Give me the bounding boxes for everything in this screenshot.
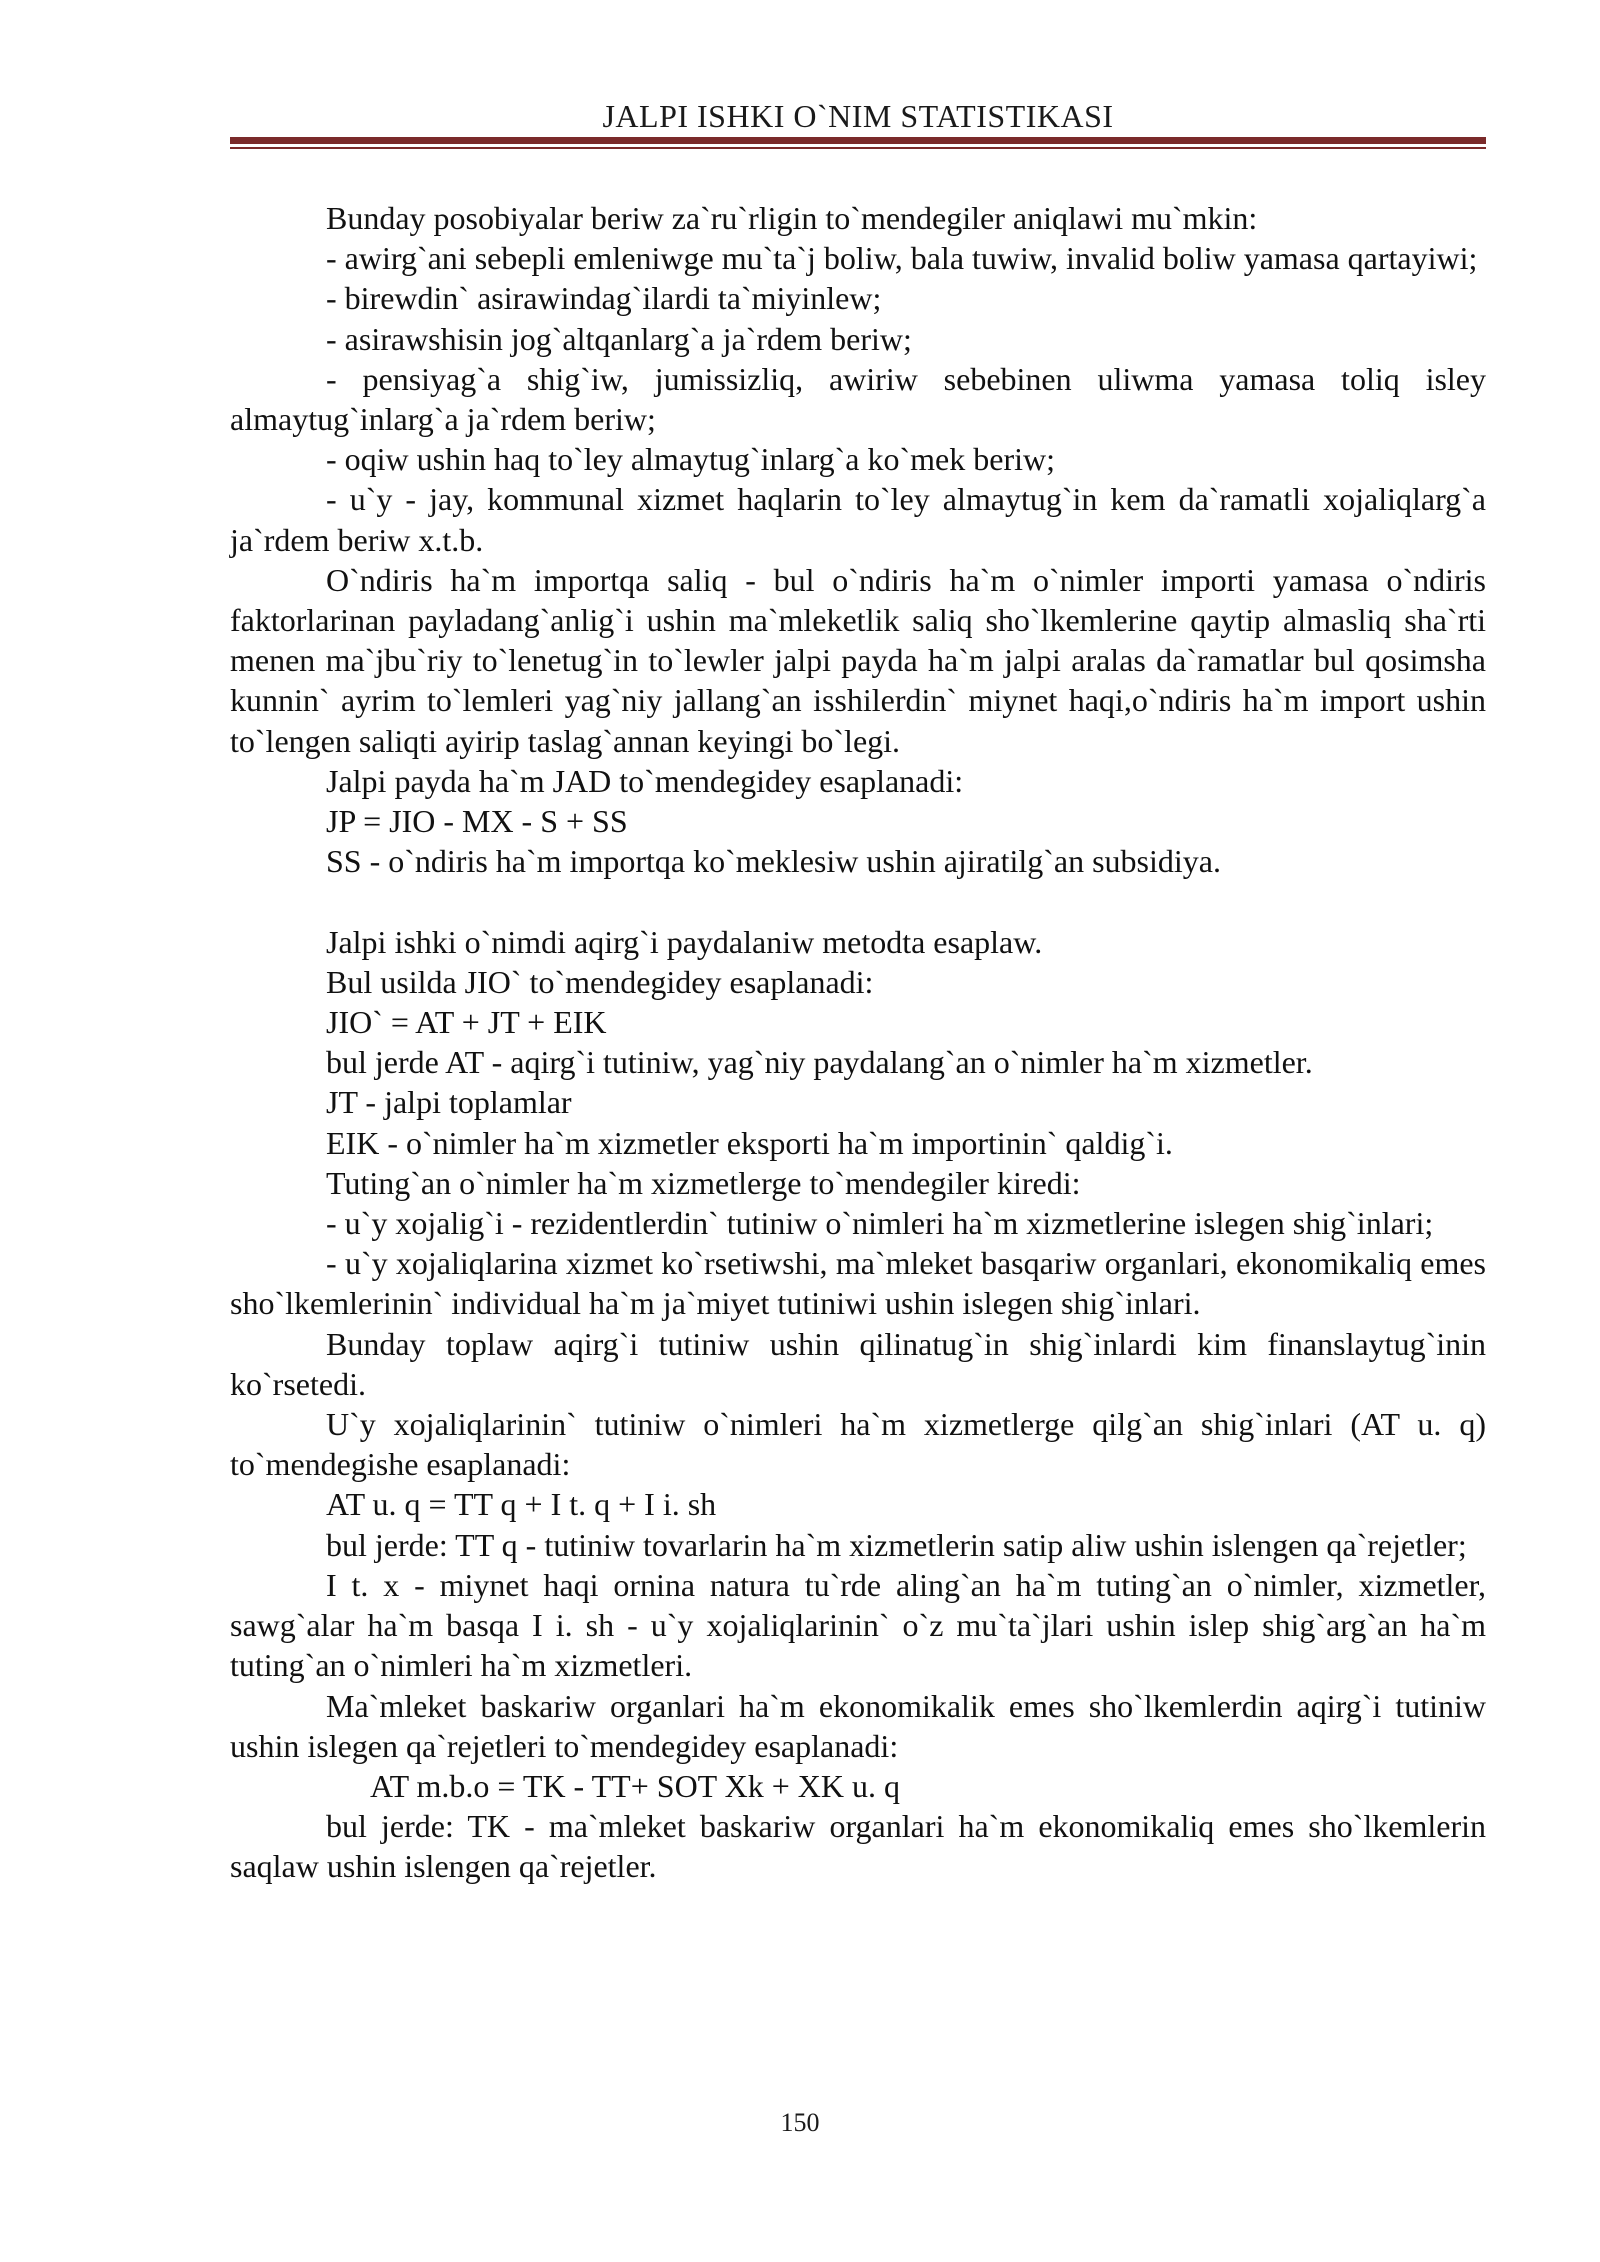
header-rule-thick (230, 137, 1486, 144)
running-header: JALPI ISHKI O`NIM STATISTIKASI (602, 98, 1114, 134)
paragraph: Tuting`an o`nimler ha`m xizmetlerge to`mendegiler kiredi: (326, 1164, 1081, 1201)
paragraph-spacer (230, 881, 1486, 921)
list-item: - asirawshisin jog`altqanlarg`a ja`rdem beriw; (326, 320, 912, 357)
list-item: - u`y xojaliqlarina xizmet ko`rsetiwshi, ma`mleket basqariw organlari, ekonomikaliq emes sho`lkemlerinin` individual ha`m ja`miyet tutiniwi ushin islegen shig`inlari. (230, 1245, 1486, 1322)
paragraph: bul jerde: TK - ma`mleket baskariw organlari ha`m ekonomikaliq emes sho`lkemlerin saqlaw ushin islengen qa`rejetler. (230, 1808, 1486, 1885)
paragraph: U`y xojaliqlarinin` tutiniw o`nimleri ha`m xizmetlerge qilg`an shig`inlari (AT u. q) to`mendegishe esaplanadi: (230, 1406, 1486, 1483)
list-item: - birewdin` asirawindag`ilardi ta`miyinlew; (326, 280, 882, 317)
body-text (230, 198, 1486, 1887)
page-number: 150 (780, 2108, 820, 2137)
paragraph: Ma`mleket baskariw organlari ha`m ekonomikalik emes sho`lkemlerdin aqirg`i tutiniw ushin islegen qa`rejetleri to`mendegidey esaplanadi: (230, 1687, 1486, 1764)
header-rule (230, 137, 1486, 150)
list-item: - pensiyag`a shig`iw, jumissizliq, awiriw sebebinen uliwma yamasa toliq isley almaytug`inlarg`a ja`rdem beriw; (230, 360, 1486, 438)
paragraph: I t. x - miynet haqi ornina natura tu`rde aling`an ha`m tuting`an o`nimler, xizmetler, sawg`alar ha`m basqa I i. sh - u`y xojaliqlarinin` o`z mu`ta`jlari ushin islep shig`arg`an ha`m tuting`an o`nimleri ha`m xizmetleri. (230, 1566, 1486, 1684)
paragraph: Bunday toplaw aqirg`i tutiniw ushin qilinatug`in shig`inlardi kim finanslaytug`inin ko`rsetedi. (230, 1325, 1486, 1402)
formula: JP = JIO - MX - S + SS (326, 803, 628, 840)
paragraph: JT - jalpi toplamlar (326, 1084, 572, 1121)
paragraph: bul jerde: TT q - tutiniw tovarlarin ha`m xizmetlerin satip aliw ushin islengen qa`rejetler; (326, 1526, 1467, 1563)
paragraph: EIK - o`nimler ha`m xizmetler eksporti ha`m importinin` qaldig`i. (326, 1124, 1173, 1161)
formula: AT u. q = TT q + I t. q + I i. sh (326, 1486, 717, 1523)
formula: JIO` = AT + JT + EIK (326, 1004, 607, 1041)
header-rule-thin (230, 147, 1486, 149)
paragraph: SS - o`ndiris ha`m importqa ko`meklesiw ushin ajiratilg`an subsidiya. (326, 843, 1221, 880)
list-item: - oqiw ushin haq to`ley almaytug`inlarg`a ko`mek beriw; (326, 441, 1055, 478)
list-item: - awirg`ani sebepli emleniwge mu`ta`j boliw, bala tuwiw, invalid boliw yamasa qartayiwi; (326, 240, 1478, 277)
paragraph: Jalpi payda ha`m JAD to`mendegidey esaplanadi: (326, 762, 964, 799)
formula: AT m.b.o = TK - TT+ SOT Xk + XK u. q (370, 1767, 901, 1804)
paragraph: Bunday posobiyalar beriw za`ru`rligin to`mendegiler aniqlawi mu`mkin: (326, 200, 1258, 236)
paragraph: O`ndiris ha`m importqa saliq - bul o`ndiris ha`m o`nimler importi yamasa o`ndiris faktorlarinan payladang`anlig`i ushin ma`mleketlik saliq sho`lkemlerine qaytip almasliq sha`rti menen ma`jbu`riy to`lenetug`in to`lewler jalpi payda ha`m jalpi aralas da`ramatlar bul qosimsha kunnin` ayrim to`lemleri yag`niy jallang`an isshilerdin` miynet haqi,o`ndiris ha`m import ushin to`lengen saliqti ayirip taslag`annan keyingi bo`legi. (230, 561, 1486, 759)
paragraph: Bul usilda JIO` to`mendegidey esaplanadi: (326, 963, 874, 1000)
list-item: - u`y - jay, kommunal xizmet haqlarin to`ley almaytug`in kem da`ramatli xojaliqlarg`a ja`rdem beriw x.t.b. (230, 481, 1486, 558)
paragraph: Jalpi ishki o`nimdi aqirg`i paydalaniw metodta esaplaw. (326, 923, 1043, 960)
paragraph: bul jerde AT - aqirg`i tutiniw, yag`niy paydalang`an o`nimler ha`m xizmetler. (326, 1044, 1313, 1081)
list-item: - u`y xojalig`i - rezidentlerdin` tutiniw o`nimleri ha`m xizmetlerine islegen shig`inlari; (326, 1205, 1434, 1242)
